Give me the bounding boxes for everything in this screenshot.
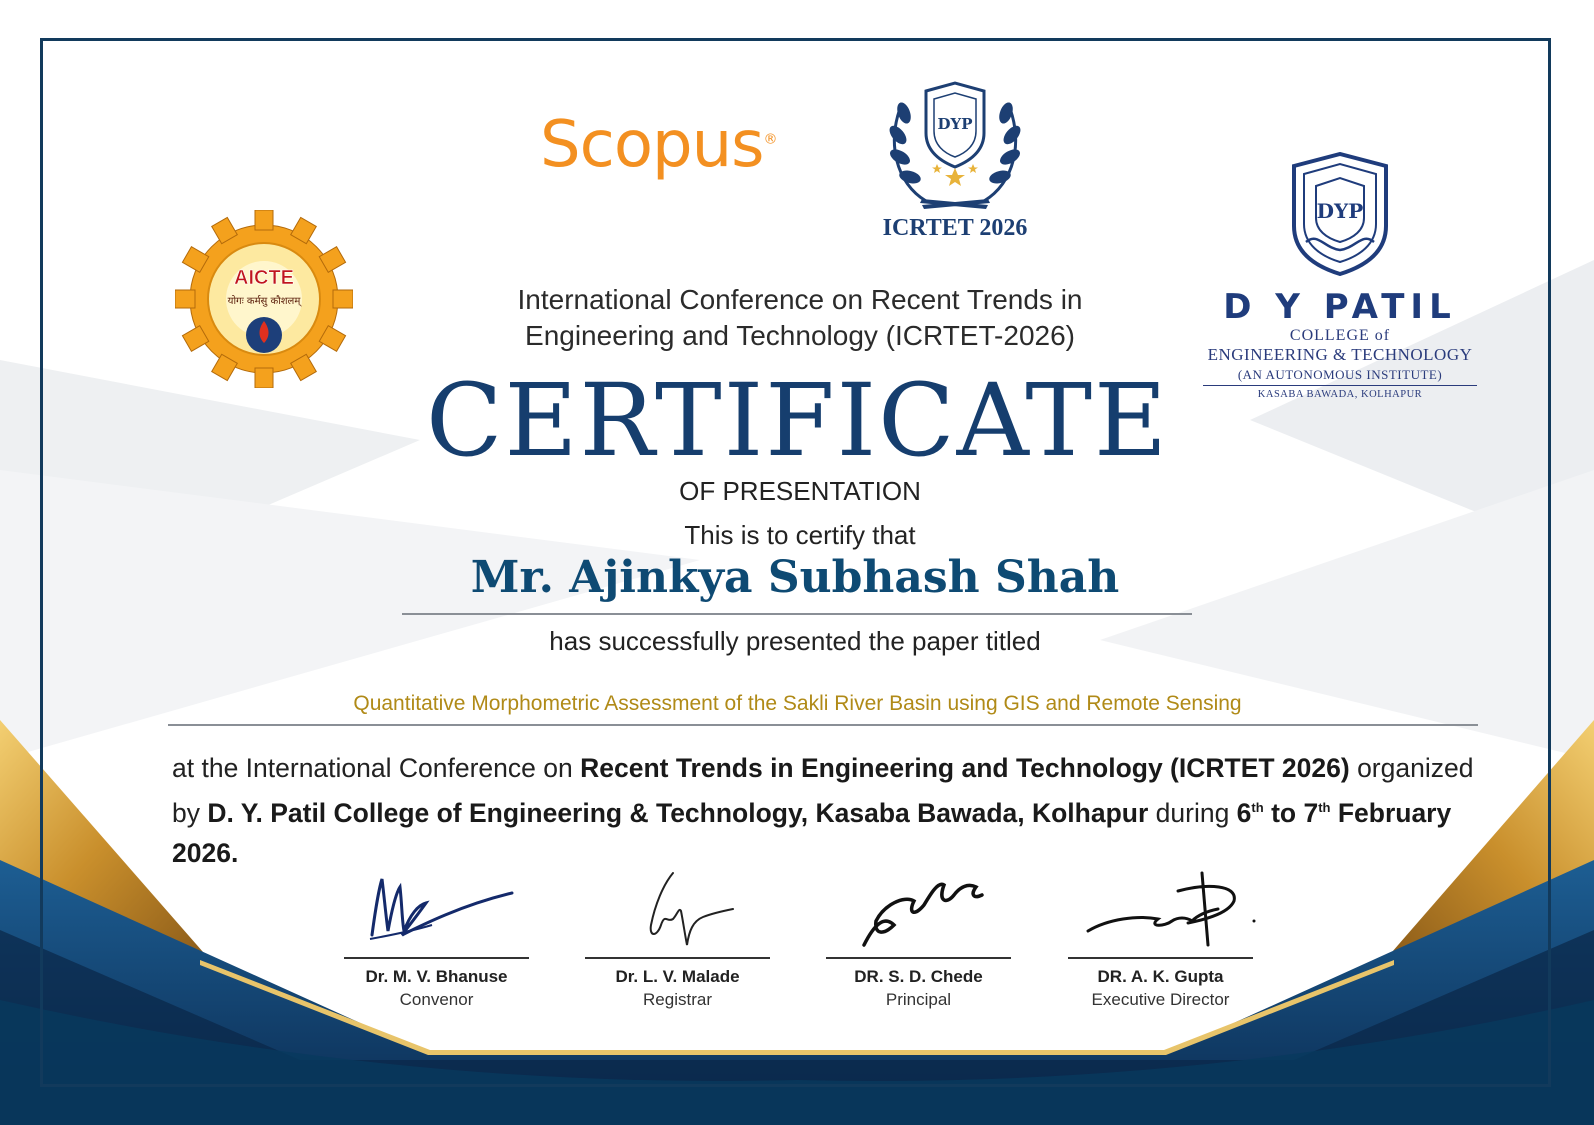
signature-image [834,865,1004,953]
signature-image [352,865,522,953]
institution-name: D Y PATIL [1223,287,1457,327]
institution-logo [1195,152,1485,400]
recipient-underline [402,613,1192,615]
signatory-executive-director [1068,865,1253,1010]
signature-image [593,865,763,953]
svg-text:AICTE: AICTE [234,267,294,289]
signatory-role: Principal [885,990,952,1009]
signatory-name: DR. S. D. Chede [854,967,983,986]
conference-emblem [882,73,1028,218]
institution-line-3: (AN AUTONOMOUS INSTITUTE) [1203,367,1477,386]
certificate-body: at the International Conference on Recent Trends in Engineering and Technology (ICRTET 2026) organized by D. Y. Patil College of Engineering & Technology, Kasaba Bawada, Kolhapur during 6th to 7th February 2026. [172,753,1474,868]
institution-line-2: ENGINEERING & TECHNOLOGY [1207,345,1473,364]
signatory-name: DR. A. K. Gupta [1097,967,1224,986]
recipient-name: Mr. Ajinkya Subhash Shah [470,552,1120,603]
signatory-name: Dr. M. V. Bhanuse [365,967,508,986]
dyp-shield-icon [1288,152,1392,276]
presented-line: has successfully presented the paper titled [549,626,1041,656]
svg-text:योगः कर्मसु कौशलम्: योगः कर्मसु कौशलम् [227,296,301,307]
aicte-logo [175,210,353,393]
scopus-logo: Scopus® [540,108,777,182]
conference-title-line-2: Engineering and Technology (ICRTET-2026) [525,320,1075,351]
conference-title-line-1: International Conference on Recent Trends in [517,284,1083,315]
signatory-principal [826,865,1011,1010]
signatory-convenor [344,865,529,1010]
signatory-registrar [585,865,770,1010]
signatory-name: Dr. L. V. Malade [615,967,740,986]
institution-address: KASABA BAWADA, KOLHAPUR [1257,389,1423,400]
signatory-role: Convenor [399,990,474,1009]
svg-text:DYP: DYP [1316,199,1364,223]
conference-emblem-label: ICRTET 2026 [882,215,1028,241]
svg-text:DYP: DYP [937,115,973,133]
certificate-heading: CERTIFICATE [425,362,1170,479]
conference-title [420,282,1180,354]
certify-line: This is to certify that [684,520,916,550]
institution-line-1: COLLEGE of [1289,327,1391,344]
signatory-role: Executive Director [1091,990,1230,1009]
signatory-role: Registrar [643,990,712,1009]
paper-title: Quantitative Morphometric Assessment of the Sakli River Basin using GIS and Remote Sensing [353,692,1242,715]
signature-image [1068,865,1258,953]
certificate-subheading: OF PRESENTATION [679,476,921,506]
paper-title-underline [168,724,1478,726]
